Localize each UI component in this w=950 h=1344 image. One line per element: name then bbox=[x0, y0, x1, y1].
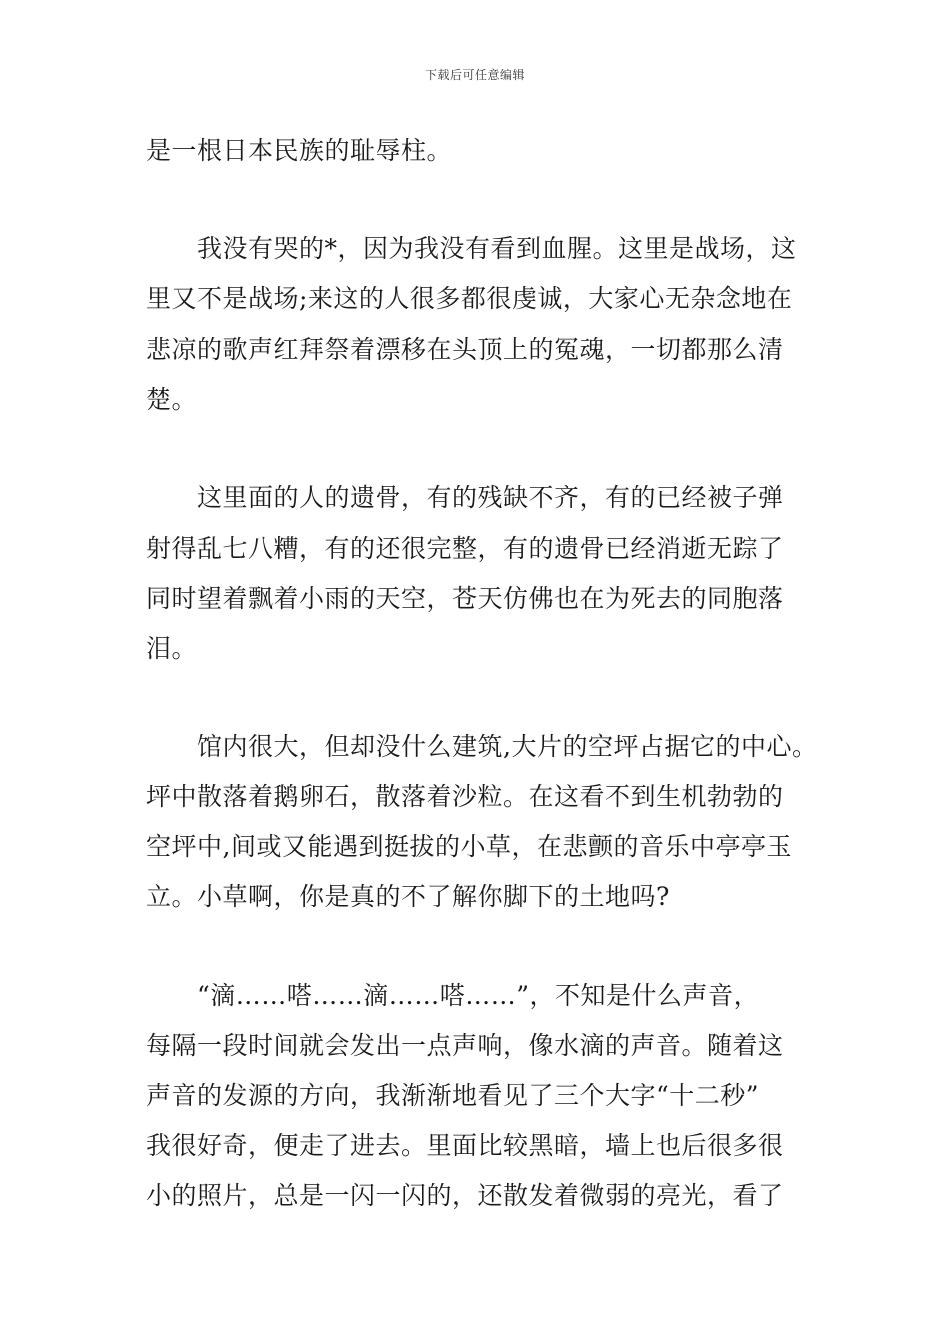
text-line: 泪。 bbox=[146, 634, 198, 663]
text-line: 悲凉的歌声红拜祭着漂移在头顶上的冤魂，一切都那么清 bbox=[146, 335, 784, 364]
text-line: 立。小草啊，你是真的不了解你脚下的土地吗? bbox=[146, 882, 670, 911]
paragraph-first-line: 馆内很大，但却没什么建筑,大片的空坪占据它的中心。 bbox=[197, 732, 818, 761]
text-line: 声音的发源的方向，我渐渐地看见了三个大字“十二秒” bbox=[146, 1081, 760, 1110]
text-line: 坪中散落着鹅卵石，散落着沙粒。在这看不到生机勃勃的 bbox=[146, 782, 784, 811]
text-line: 空坪中,间或又能遇到挺拔的小草，在悲颤的音乐中亭亭玉 bbox=[146, 832, 792, 861]
text-line: 射得乱七八糟，有的还很完整，有的遗骨已经消逝无踪了 bbox=[146, 534, 784, 563]
text-line: 楚。 bbox=[146, 385, 198, 414]
text-line: 里又不是战场;来这的人很多都很虔诚，大家心无杂念地在 bbox=[146, 284, 793, 313]
text-line: 同时望着飘着小雨的天空，苍天仿佛也在为死去的同胞落 bbox=[146, 584, 784, 613]
text-line: 每隔一段时间就会发出一点声响，像水滴的声音。随着这 bbox=[146, 1031, 784, 1060]
paragraph-first-line: 这里面的人的遗骨，有的残缺不齐，有的已经被子弹 bbox=[197, 483, 784, 512]
text-line: 我很好奇，便走了进去。里面比较黑暗，墙上也后很多很 bbox=[146, 1131, 784, 1160]
paragraph-first-line: 我没有哭的*，因为我没有看到血腥。这里是战场，这 bbox=[197, 234, 797, 263]
text-line: 是一根日本民族的耻辱柱。 bbox=[146, 136, 453, 165]
text-line: 小的照片，总是一闪一闪的，还散发着微弱的亮光，看了 bbox=[146, 1181, 784, 1210]
paragraph-first-line: “滴……嗒……滴……嗒……”，不知是什么声音， bbox=[197, 981, 760, 1010]
page-header: 下载后可任意编辑 bbox=[424, 68, 525, 82]
